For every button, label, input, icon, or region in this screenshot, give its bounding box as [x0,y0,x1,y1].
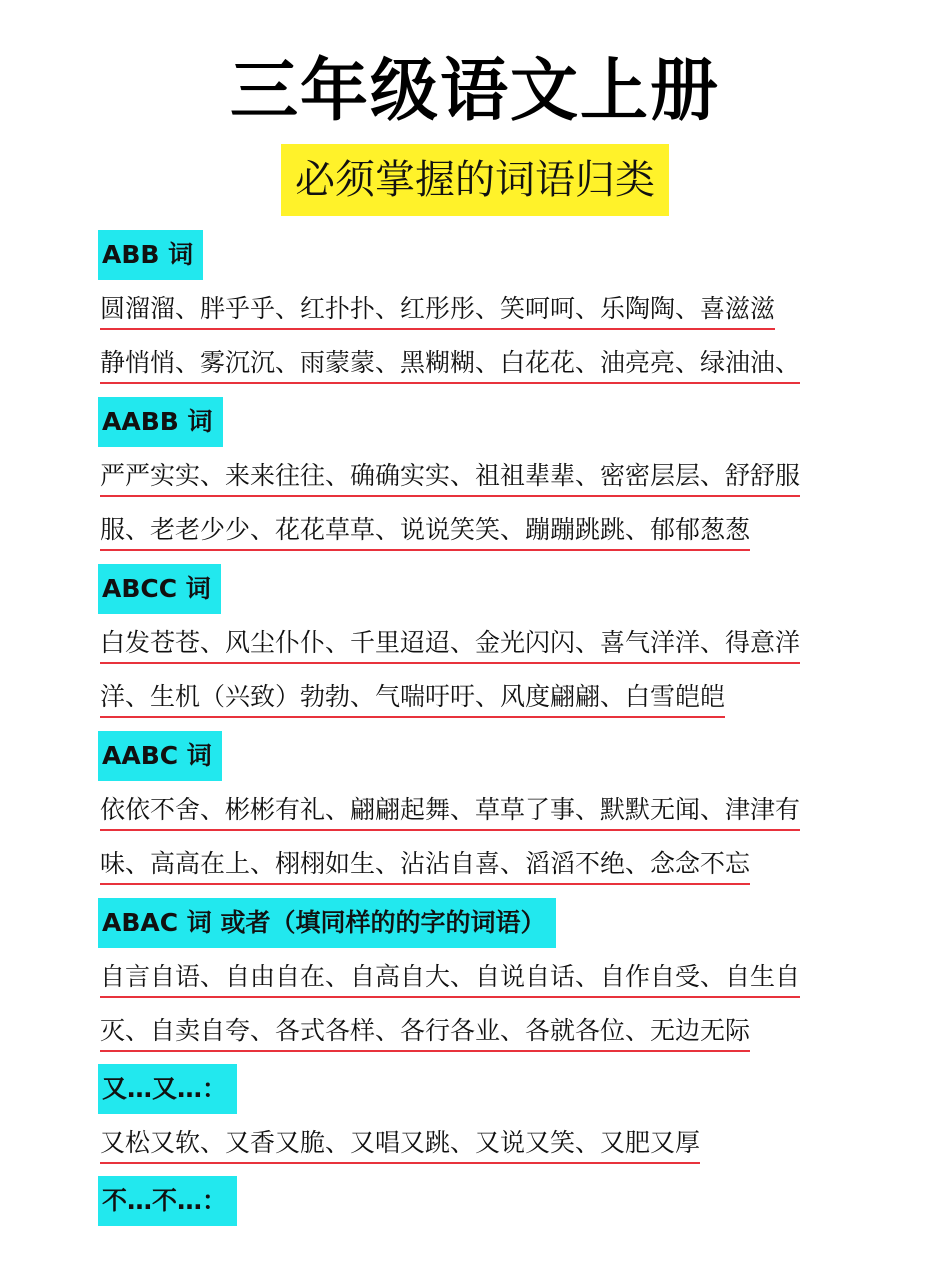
section-abcc-line-2: 洋、生机（兴致）勃勃、气喘吁吁、风度翩翩、白雪皑皑 [100,678,725,718]
subtitle-container [0,144,950,216]
section-abcc-line-1: 白发苍苍、风尘仆仆、千里迢迢、金光闪闪、喜气洋洋、得意洋 [100,624,800,664]
section-abac-line-2: 灭、自卖自夸、各式各样、各行各业、各就各位、无边无际 [100,1012,750,1052]
section-label-abac: ABAC 词 或者（填同样的的字的词语） [98,898,556,948]
section-abac-line-1: 自言自语、自由自在、自高自大、自说自话、自作自受、自生自 [100,958,800,998]
section-aabb-line-2: 服、老老少少、花花草草、说说笑笑、蹦蹦跳跳、郁郁葱葱 [100,511,750,551]
section-label-aabb: AABB 词 [98,397,223,447]
section-you-you-line-1: 又松又软、又香又脆、又唱又跳、又说又笑、又肥又厚 [100,1124,700,1164]
section-label-abb: ABB 词 [98,230,203,280]
section-label-you-you: 又…又…： [98,1064,237,1114]
section-label-bu-bu: 不…不…： [98,1176,237,1226]
section-aabc-line-1: 依依不舍、彬彬有礼、翩翩起舞、草草了事、默默无闻、津津有 [100,791,800,831]
section-abb-line-1: 圆溜溜、胖乎乎、红扑扑、红彤彤、笑呵呵、乐陶陶、喜滋滋 [100,290,775,330]
section-aabc-line-2: 味、高高在上、栩栩如生、沾沾自喜、滔滔不绝、念念不忘 [100,845,750,885]
section-abb-line-2: 静悄悄、雾沉沉、雨蒙蒙、黑糊糊、白花花、油亮亮、绿油油、 [100,344,800,384]
page-subtitle: 必须掌握的词语归类 [281,144,669,216]
section-label-aabc: AABC 词 [98,731,222,781]
section-aabb-line-1: 严严实实、来来往往、确确实实、祖祖辈辈、密密层层、舒舒服 [100,457,800,497]
page-title: 三年级语文上册 [229,52,720,131]
section-label-abcc: ABCC 词 [98,564,221,614]
